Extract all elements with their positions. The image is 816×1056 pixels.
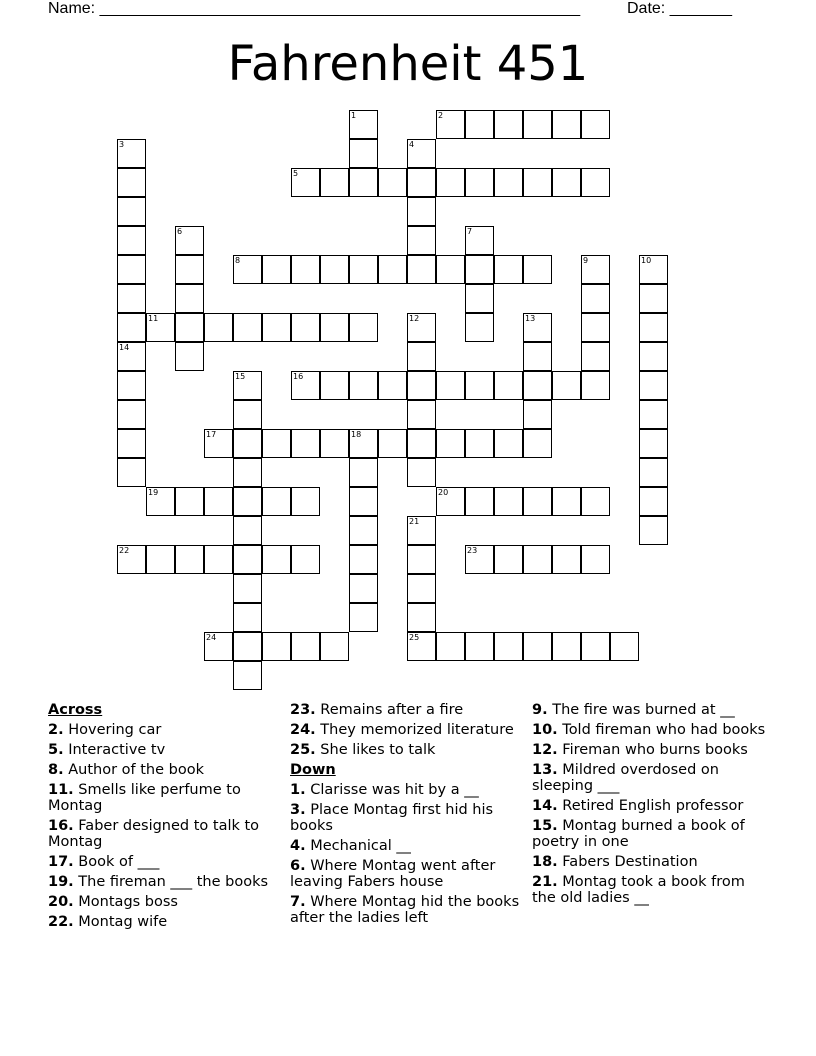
crossword-cell[interactable] bbox=[407, 545, 436, 574]
crossword-cell[interactable] bbox=[233, 371, 262, 400]
crossword-cell[interactable] bbox=[146, 487, 175, 516]
crossword-cell[interactable] bbox=[320, 429, 349, 458]
clue-item bbox=[532, 818, 768, 850]
crossword-cell[interactable] bbox=[407, 603, 436, 632]
crossword-cell[interactable] bbox=[204, 632, 233, 661]
clue-item-text: Montag took a book from the old ladies __ bbox=[532, 874, 745, 906]
crossword-cell[interactable] bbox=[349, 168, 378, 197]
crossword-cell[interactable] bbox=[117, 284, 146, 313]
crossword-cell[interactable] bbox=[291, 255, 320, 284]
clue-item bbox=[532, 702, 768, 718]
crossword-cell[interactable] bbox=[349, 487, 378, 516]
crossword-cell[interactable] bbox=[175, 342, 204, 371]
clues-column-3 bbox=[532, 702, 768, 910]
clue-item-text: Where Montag hid the books after the ladies left bbox=[290, 894, 520, 926]
crossword-cell[interactable] bbox=[523, 110, 552, 139]
crossword-cell[interactable] bbox=[407, 574, 436, 603]
clue-item bbox=[290, 894, 526, 926]
clue-number: 4 bbox=[409, 140, 415, 149]
crossword-cell[interactable] bbox=[639, 255, 668, 284]
clue-item bbox=[48, 874, 284, 890]
clue-item-text: The fire was burned at __ bbox=[547, 702, 735, 718]
crossword-cell[interactable] bbox=[610, 632, 639, 661]
clue-number: 22 bbox=[119, 546, 130, 555]
crossword-cell[interactable] bbox=[639, 516, 668, 545]
clue-item-text: Retired English professor bbox=[557, 798, 744, 814]
crossword-cell[interactable] bbox=[465, 313, 494, 342]
crossword-cell[interactable] bbox=[494, 110, 523, 139]
clue-item-number: 5. bbox=[48, 742, 64, 758]
clue-item-text: Mildred overdosed on sleeping ___ bbox=[532, 762, 719, 794]
crossword-cell[interactable] bbox=[494, 487, 523, 516]
crossword-cell[interactable] bbox=[117, 197, 146, 226]
crossword-cell[interactable] bbox=[639, 284, 668, 313]
clue-item bbox=[532, 762, 768, 794]
crossword-cell[interactable] bbox=[175, 284, 204, 313]
crossword-cell[interactable] bbox=[262, 545, 291, 574]
clue-number: 11 bbox=[148, 314, 159, 323]
clue-number: 3 bbox=[119, 140, 125, 149]
crossword-cell[interactable] bbox=[581, 284, 610, 313]
crossword-cell[interactable] bbox=[523, 255, 552, 284]
crossword-cell[interactable] bbox=[639, 400, 668, 429]
clue-item-text: Smells like perfume to Montag bbox=[48, 782, 241, 814]
clue-item-number: 15. bbox=[532, 818, 558, 834]
crossword-cell[interactable] bbox=[436, 110, 465, 139]
clue-item-number: 16. bbox=[48, 818, 74, 834]
crossword-cell[interactable] bbox=[233, 255, 262, 284]
crossword-cell[interactable] bbox=[262, 255, 291, 284]
clue-number: 24 bbox=[206, 633, 217, 642]
crossword-cell[interactable] bbox=[581, 313, 610, 342]
crossword-cell[interactable] bbox=[436, 168, 465, 197]
crossword-cell[interactable] bbox=[523, 371, 552, 400]
crossword-cell[interactable] bbox=[117, 226, 146, 255]
clue-item-number: 21. bbox=[532, 874, 558, 890]
clue-item-number: 10. bbox=[532, 722, 558, 738]
crossword-cell[interactable] bbox=[436, 487, 465, 516]
clue-item-number: 12. bbox=[532, 742, 558, 758]
clue-item-text: Author of the book bbox=[63, 762, 204, 778]
crossword-cell[interactable] bbox=[378, 371, 407, 400]
crossword-cell[interactable] bbox=[465, 429, 494, 458]
crossword-cell[interactable] bbox=[291, 632, 320, 661]
crossword-cell[interactable] bbox=[349, 458, 378, 487]
crossword-cell[interactable] bbox=[552, 168, 581, 197]
crossword-cell[interactable] bbox=[291, 429, 320, 458]
clue-item-text: Place Montag first hid his books bbox=[290, 802, 494, 834]
crossword-cell[interactable] bbox=[378, 168, 407, 197]
crossword-cell[interactable] bbox=[465, 226, 494, 255]
clues-column-1 bbox=[48, 702, 284, 934]
clue-item-text: Fabers Destination bbox=[557, 854, 698, 870]
crossword-cell[interactable] bbox=[262, 313, 291, 342]
crossword-cell[interactable] bbox=[320, 168, 349, 197]
clue-number: 17 bbox=[206, 430, 217, 439]
clue-number: 6 bbox=[177, 227, 183, 236]
crossword-cell[interactable] bbox=[523, 545, 552, 574]
crossword-cell[interactable] bbox=[349, 371, 378, 400]
clue-item-number: 4. bbox=[290, 838, 306, 854]
crossword-cell[interactable] bbox=[523, 429, 552, 458]
clue-item-number: 19. bbox=[48, 874, 74, 890]
clue-number: 21 bbox=[409, 517, 420, 526]
clue-number: 8 bbox=[235, 256, 241, 265]
clue-item-number: 14. bbox=[532, 798, 558, 814]
clue-item-text: Mechanical __ bbox=[305, 838, 411, 854]
crossword-cell[interactable] bbox=[233, 603, 262, 632]
crossword-cell[interactable] bbox=[407, 139, 436, 168]
crossword-cell[interactable] bbox=[407, 516, 436, 545]
clue-item bbox=[290, 742, 526, 758]
crossword-cell[interactable] bbox=[291, 313, 320, 342]
crossword-cell[interactable] bbox=[639, 342, 668, 371]
crossword-cell[interactable] bbox=[407, 168, 436, 197]
crossword-cell[interactable] bbox=[581, 342, 610, 371]
crossword-cell[interactable] bbox=[262, 487, 291, 516]
crossword-cell[interactable] bbox=[204, 487, 233, 516]
crossword-cell[interactable] bbox=[117, 371, 146, 400]
clue-number: 19 bbox=[148, 488, 159, 497]
crossword-cell[interactable] bbox=[349, 574, 378, 603]
clues-column-2 bbox=[290, 702, 526, 930]
crossword-cell[interactable] bbox=[494, 545, 523, 574]
page-title: Fahrenheit 451 bbox=[227, 36, 589, 92]
clue-item bbox=[48, 742, 284, 758]
clue-number: 12 bbox=[409, 314, 420, 323]
clue-item-number: 17. bbox=[48, 854, 74, 870]
crossword-cell[interactable] bbox=[581, 110, 610, 139]
clue-number: 15 bbox=[235, 372, 246, 381]
clue-number: 7 bbox=[467, 227, 473, 236]
clue-item bbox=[290, 858, 526, 890]
crossword-cell[interactable] bbox=[407, 313, 436, 342]
clue-item-number: 9. bbox=[532, 702, 548, 718]
crossword-cell[interactable] bbox=[523, 313, 552, 342]
crossword-cell[interactable] bbox=[523, 487, 552, 516]
crossword-cell[interactable] bbox=[175, 313, 204, 342]
crossword-cell[interactable] bbox=[320, 313, 349, 342]
clue-item bbox=[290, 782, 526, 798]
crossword-cell[interactable] bbox=[378, 255, 407, 284]
clue-item bbox=[48, 914, 284, 930]
clue-number: 9 bbox=[583, 256, 589, 265]
clue-item bbox=[48, 894, 284, 910]
crossword-cell[interactable] bbox=[465, 632, 494, 661]
crossword-cell[interactable] bbox=[581, 487, 610, 516]
clue-item-text: Book of ___ bbox=[73, 854, 160, 870]
crossword-cell[interactable] bbox=[349, 603, 378, 632]
crossword-cell[interactable] bbox=[639, 487, 668, 516]
clue-item-text: Where Montag went after leaving Fabers house bbox=[290, 858, 496, 890]
crossword-cell[interactable] bbox=[494, 168, 523, 197]
crossword-cell[interactable] bbox=[175, 226, 204, 255]
crossword-cell[interactable] bbox=[320, 632, 349, 661]
across-heading: Across bbox=[48, 702, 103, 718]
crossword-cell[interactable] bbox=[233, 661, 262, 690]
crossword-cell[interactable] bbox=[146, 313, 175, 342]
clue-item bbox=[532, 742, 768, 758]
crossword-cell[interactable] bbox=[523, 400, 552, 429]
clue-number: 5 bbox=[293, 169, 299, 178]
crossword-cell[interactable] bbox=[291, 371, 320, 400]
crossword-cell[interactable] bbox=[233, 632, 262, 661]
crossword-cell[interactable] bbox=[117, 342, 146, 371]
clue-item-text: Hovering car bbox=[63, 722, 162, 738]
clue-item bbox=[532, 874, 768, 906]
clue-item-text: Faber designed to talk to Montag bbox=[48, 818, 260, 850]
crossword-cell[interactable] bbox=[349, 429, 378, 458]
clue-item-number: 3. bbox=[290, 802, 306, 818]
clue-item-text: Montags boss bbox=[73, 894, 178, 910]
crossword-cell[interactable] bbox=[407, 429, 436, 458]
crossword-cell[interactable] bbox=[407, 400, 436, 429]
crossword-cell[interactable] bbox=[117, 255, 146, 284]
clue-number: 20 bbox=[438, 488, 449, 497]
crossword-cell[interactable] bbox=[494, 632, 523, 661]
crossword-cell[interactable] bbox=[436, 371, 465, 400]
crossword-cell[interactable] bbox=[117, 168, 146, 197]
clue-item bbox=[48, 762, 284, 778]
crossword-cell[interactable] bbox=[465, 255, 494, 284]
crossword-cell[interactable] bbox=[233, 458, 262, 487]
crossword-cell[interactable] bbox=[262, 429, 291, 458]
crossword-cell[interactable] bbox=[233, 400, 262, 429]
crossword-cell[interactable] bbox=[233, 313, 262, 342]
crossword-cell[interactable] bbox=[407, 632, 436, 661]
clue-item-text: The fireman ___ the books bbox=[73, 874, 269, 890]
clue-item bbox=[532, 854, 768, 870]
crossword-cell[interactable] bbox=[581, 255, 610, 284]
clue-item-number: 8. bbox=[48, 762, 64, 778]
clue-item-number: 22. bbox=[48, 914, 74, 930]
date-field-label[interactable]: Date: _______ bbox=[627, 0, 732, 17]
crossword-cell[interactable] bbox=[494, 371, 523, 400]
crossword-cell[interactable] bbox=[233, 487, 262, 516]
crossword-cell[interactable] bbox=[639, 458, 668, 487]
crossword-cell[interactable] bbox=[175, 255, 204, 284]
clue-item bbox=[532, 798, 768, 814]
crossword-cell[interactable] bbox=[117, 313, 146, 342]
clue-item bbox=[48, 854, 284, 870]
crossword-cell[interactable] bbox=[117, 458, 146, 487]
clue-item-number: 13. bbox=[532, 762, 558, 778]
clue-item-number: 18. bbox=[532, 854, 558, 870]
crossword-cell[interactable] bbox=[407, 255, 436, 284]
clue-item bbox=[48, 782, 284, 814]
crossword-cell[interactable] bbox=[146, 545, 175, 574]
clue-number: 25 bbox=[409, 633, 420, 642]
clue-number: 2 bbox=[438, 111, 444, 120]
crossword-cell[interactable] bbox=[233, 545, 262, 574]
clue-item-text: Montag burned a book of poetry in one bbox=[532, 818, 745, 850]
crossword-cell[interactable] bbox=[581, 168, 610, 197]
crossword-cell[interactable] bbox=[581, 371, 610, 400]
crossword-cell[interactable] bbox=[204, 545, 233, 574]
crossword-cell[interactable] bbox=[117, 139, 146, 168]
crossword-cell[interactable] bbox=[465, 487, 494, 516]
clue-item bbox=[290, 838, 526, 854]
clue-item-text: They memorized literature bbox=[315, 722, 514, 738]
crossword-cell[interactable] bbox=[407, 226, 436, 255]
crossword-cell[interactable] bbox=[581, 545, 610, 574]
name-field-label[interactable]: Name: ______________________________________________________ bbox=[48, 0, 581, 17]
crossword-cell[interactable] bbox=[552, 487, 581, 516]
clue-item bbox=[48, 722, 284, 738]
crossword-cell[interactable] bbox=[262, 632, 291, 661]
crossword-cell[interactable] bbox=[436, 255, 465, 284]
crossword-cell[interactable] bbox=[233, 516, 262, 545]
crossword-cell[interactable] bbox=[233, 429, 262, 458]
crossword-cell[interactable] bbox=[320, 255, 349, 284]
crossword-cell[interactable] bbox=[117, 429, 146, 458]
crossword-cell[interactable] bbox=[523, 168, 552, 197]
clue-item-number: 1. bbox=[290, 782, 306, 798]
crossword-cell[interactable] bbox=[320, 371, 349, 400]
crossword-cell[interactable] bbox=[523, 632, 552, 661]
crossword-cell[interactable] bbox=[494, 255, 523, 284]
crossword-cell[interactable] bbox=[465, 545, 494, 574]
crossword-cell[interactable] bbox=[552, 545, 581, 574]
down-clue-list bbox=[290, 782, 526, 926]
crossword-cell[interactable] bbox=[349, 545, 378, 574]
clue-number: 14 bbox=[119, 343, 130, 352]
crossword-cell[interactable] bbox=[552, 371, 581, 400]
crossword-cell[interactable] bbox=[175, 487, 204, 516]
crossword-cell[interactable] bbox=[639, 313, 668, 342]
crossword-cell[interactable] bbox=[204, 313, 233, 342]
crossword-cell[interactable] bbox=[436, 429, 465, 458]
clue-item-text: Clarisse was hit by a __ bbox=[305, 782, 479, 798]
crossword-cell[interactable] bbox=[465, 110, 494, 139]
crossword-cell[interactable] bbox=[407, 342, 436, 371]
down-heading: Down bbox=[290, 762, 336, 778]
clue-item-number: 7. bbox=[290, 894, 306, 910]
clue-item bbox=[290, 722, 526, 738]
clue-item-text: Remains after a fire bbox=[315, 702, 464, 718]
crossword-cell[interactable] bbox=[291, 545, 320, 574]
crossword-cell[interactable] bbox=[581, 632, 610, 661]
crossword-cell[interactable] bbox=[407, 197, 436, 226]
clue-item-text: Interactive tv bbox=[63, 742, 166, 758]
crossword-cell[interactable] bbox=[233, 574, 262, 603]
crossword-cell[interactable] bbox=[117, 400, 146, 429]
clue-item-number: 25. bbox=[290, 742, 316, 758]
across-clue-list bbox=[48, 722, 284, 930]
crossword-cell[interactable] bbox=[639, 429, 668, 458]
crossword-cell[interactable] bbox=[465, 371, 494, 400]
crossword-cell[interactable] bbox=[175, 545, 204, 574]
crossword-cell[interactable] bbox=[465, 284, 494, 313]
down-clue-list-continued bbox=[532, 702, 768, 906]
clue-item-number: 2. bbox=[48, 722, 64, 738]
clue-item-text: Montag wife bbox=[73, 914, 168, 930]
crossword-cell[interactable] bbox=[523, 342, 552, 371]
crossword-cell[interactable] bbox=[407, 371, 436, 400]
clue-number: 23 bbox=[467, 546, 478, 555]
clue-item-number: 6. bbox=[290, 858, 306, 874]
clue-item-number: 23. bbox=[290, 702, 316, 718]
crossword-cell[interactable] bbox=[349, 313, 378, 342]
clue-item-number: 11. bbox=[48, 782, 74, 798]
crossword-cell[interactable] bbox=[349, 255, 378, 284]
clue-number: 1 bbox=[351, 111, 357, 120]
clue-item bbox=[290, 702, 526, 718]
crossword-cell[interactable] bbox=[552, 632, 581, 661]
crossword-cell[interactable] bbox=[407, 458, 436, 487]
clue-item bbox=[532, 722, 768, 738]
crossword-cell[interactable] bbox=[291, 168, 320, 197]
clue-item bbox=[48, 818, 284, 850]
clue-item-text: She likes to talk bbox=[315, 742, 436, 758]
crossword-cell[interactable] bbox=[349, 139, 378, 168]
crossword-cell[interactable] bbox=[552, 110, 581, 139]
clue-number: 18 bbox=[351, 430, 362, 439]
clue-item-text: Told fireman who had books bbox=[557, 722, 766, 738]
clue-item-text: Fireman who burns books bbox=[557, 742, 748, 758]
crossword-cell[interactable] bbox=[494, 429, 523, 458]
crossword-cell[interactable] bbox=[204, 429, 233, 458]
crossword-cell[interactable] bbox=[349, 110, 378, 139]
clue-number: 13 bbox=[525, 314, 536, 323]
crossword-cell[interactable] bbox=[639, 371, 668, 400]
clue-item-number: 20. bbox=[48, 894, 74, 910]
across-clue-list-continued bbox=[290, 702, 526, 758]
clue-item-number: 24. bbox=[290, 722, 316, 738]
crossword-cell[interactable] bbox=[436, 632, 465, 661]
crossword-cell[interactable] bbox=[378, 429, 407, 458]
crossword-cell[interactable] bbox=[465, 168, 494, 197]
clue-number: 16 bbox=[293, 372, 304, 381]
crossword-cell[interactable] bbox=[117, 545, 146, 574]
clue-number: 10 bbox=[641, 256, 652, 265]
clue-item bbox=[290, 802, 526, 834]
crossword-cell[interactable] bbox=[349, 516, 378, 545]
crossword-cell[interactable] bbox=[291, 487, 320, 516]
